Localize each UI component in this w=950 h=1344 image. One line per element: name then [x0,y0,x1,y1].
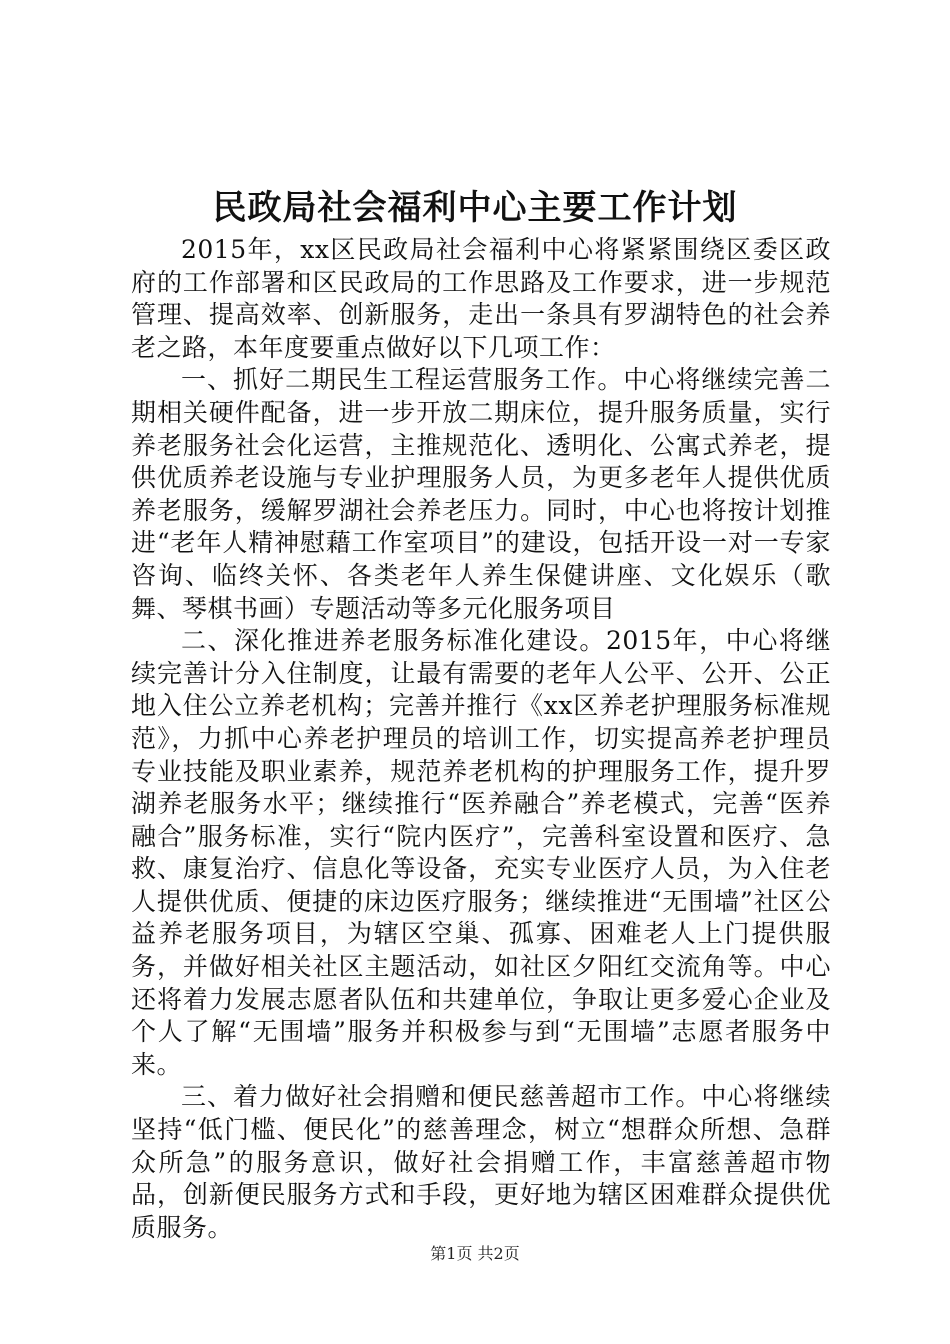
paragraph-section-3: 三、着力做好社会捐赠和便民慈善超市工作。中心将继续坚持“低门槛、便民化”的慈善理念，树立“想群众所想、急群众所急”的服务意识，做好社会捐赠工作，丰富慈善超市物品，创新便民服务方式和手段，更好地为辖区困难群众提供优质服务。 [131,1082,831,1242]
paragraph-section-2: 二、深化推进养老服务标准化建设。2015年，中心将继续完善计分入住制度，让最有需要的老年人公平、公开、公正地入住公立养老机构；完善并推行《xx区养老护理服务标准规范》，力抓中心养老护理员的培训工作，切实提高养老护理员专业技能及职业素养，规范养老机构的护理服务工作，提升罗湖养老服务水平；继续推行“医养融合”养老模式，完善“医养融合”服务标准，实行“院内医疗”，完善科室设置和医疗、急救、康复治疗、信息化等设备，充实专业医疗人员，为入住老人提供优质、便捷的床边医疗服务；继续推进“无围墙”社区公益养老服务项目，为辖区空巢、孤寡、困难老人上门提供服务，并做好相关社区主题活动，如社区夕阳红交流角等。中心还将着力发展志愿者队伍和共建单位，争取让更多爱心企业及个人了解“无围墙”服务并积极参与到“无围墙”志愿者服务中来。 [131,626,831,1079]
page-footer: 第1页 共2页 [430,1244,520,1263]
paragraph-section-1: 一、抓好二期民生工程运营服务工作。中心将继续完善二期相关硬件配备，进一步开放二期床位，提升服务质量，实行养老服务社会化运营，主推规范化、透明化、公寓式养老，提供优质养老设施与专业护理服务人员，为更多老年人提供优质养老服务，缓解罗湖社会养老压力。同时，中心也将按计划推进“老年人精神慰藉工作室项目”的建设，包括开设一对一专家咨询、临终关怀、各类老年人养生保健讲座、文化娱乐（歌舞、琴棋书画）专题活动等多元化服务项目 [131,365,831,623]
paragraph-intro: 2015年，xx区民政局社会福利中心将紧紧围绕区委区政府的工作部署和区民政局的工作思路及工作要求，进一步规范管理、提高效率、创新服务，走出一条具有罗湖特色的社会养老之路，本年度要重点做好以下几项工作： [131,235,831,362]
document-body [131,234,831,1244]
document-title: 民政局社会福利中心主要工作计划 [212,188,738,228]
